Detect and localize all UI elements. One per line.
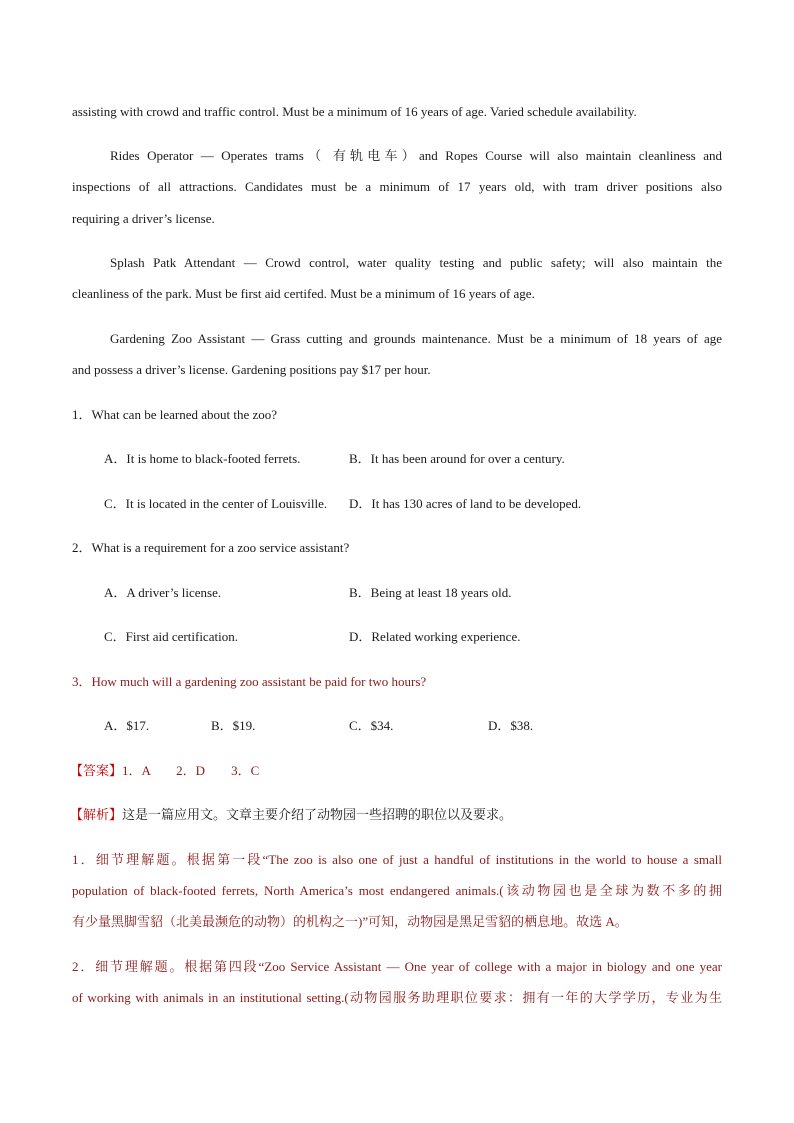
analysis-line: 2．细节理解题。根据第四段“Zoo Service Assistant — One year of college with a major in biology and one year <box>72 959 722 974</box>
question-stem: 1．What can be learned about the zoo? <box>72 407 278 422</box>
analysis-intro-line <box>70 806 512 824</box>
option-c: C．$34. <box>349 718 394 733</box>
passage-line: Rides Operator — Operates trams（ 有轨电车）and Ropes Course will also maintain cleanliness and <box>110 148 722 163</box>
passage-line: Splash Patk Attendant — Crowd control, water quality testing and public safety; will also maintain the <box>110 255 722 270</box>
option-d: D．$38. <box>488 718 534 733</box>
option-a: A．A driver’s license. <box>104 585 222 600</box>
option-b: B．Being at least 18 years old. <box>349 585 512 600</box>
passage-line: assisting with crowd and traffic control. Must be a minimum of 16 years of age. Varied schedule availability. <box>72 104 637 119</box>
analysis-tag: 【解析】 <box>70 807 123 822</box>
answer-text: 1．A 2．D 3．C <box>122 763 260 778</box>
option-c: C．It is located in the center of Louisville. <box>104 496 328 511</box>
analysis-line: 1．细节理解题。根据第一段“The zoo is also one of just a handful of institutions in the world to house a small <box>72 852 722 867</box>
option-d: D．It has 130 acres of land to be developed. <box>349 496 582 511</box>
option-b: B．It has been around for over a century. <box>349 451 565 466</box>
option-a: A．It is home to black-footed ferrets. <box>104 451 301 466</box>
option-a: A．$17. <box>104 718 150 733</box>
option-b: B．$19. <box>211 718 256 733</box>
option-c: C．First aid certification. <box>104 629 238 644</box>
answer-line <box>70 762 259 780</box>
analysis-line: of working with animals in an institutional setting.(动物园服务助理职位要求：拥有一年的大学学历，专业为生 <box>72 990 722 1005</box>
passage-line: Gardening Zoo Assistant — Grass cutting and grounds maintenance. Must be a minimum of 18 years of age <box>110 331 722 346</box>
question-stem: 2．What is a requirement for a zoo service assistant? <box>72 540 350 555</box>
analysis-line: population of black-footed ferrets, North America’s most endangered animals.(该动物园也是全球为数不多的拥 <box>72 883 722 898</box>
passage-line: cleanliness of the park. Must be first aid certifed. Must be a minimum of 16 years of age. <box>72 286 535 301</box>
answer-tag: 【答案】 <box>70 763 123 778</box>
question-stem: 3．How much will a gardening zoo assistant be paid for two hours? <box>72 674 427 689</box>
passage-line: inspections of all attractions. Candidates must be a minimum of 17 years old, with tram driver positions also <box>72 179 722 194</box>
passage-line: requiring a driver’s license. <box>72 211 215 226</box>
analysis-line: 有少量黑脚雪貂（北美最濒危的动物）的机构之一)”可知，动物园是黑足雪貂的栖息地。故选 A。 <box>72 914 628 929</box>
passage-line: and possess a driver’s license. Gardening positions pay $17 per hour. <box>72 362 431 377</box>
analysis-intro: 这是一篇应用文。文章主要介绍了动物园一些招聘的职位以及要求。 <box>122 807 513 822</box>
option-d: D．Related working experience. <box>349 629 521 644</box>
